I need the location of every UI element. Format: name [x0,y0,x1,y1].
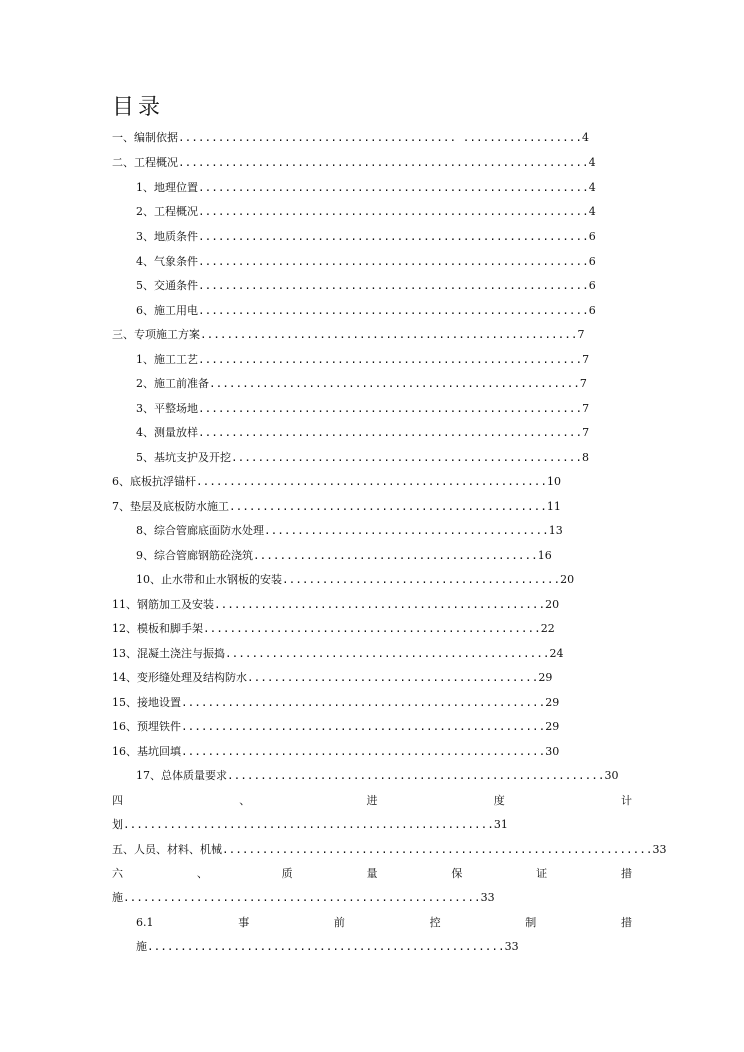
dot-leader: ............................................ [247,671,539,684]
toc-entry-text: 2、施工前准备 [136,377,209,390]
toc-page-number: 33 [504,940,519,953]
toc-entry[interactable] [112,128,636,148]
toc-entry[interactable] [112,595,612,615]
toc-entry-text: 8、综合管廊底面防水处理 [136,524,264,537]
toc-page-number: 30 [604,769,619,782]
toc-entry[interactable] [136,570,636,590]
toc-entry-text: 17、总体质量要求 [136,769,227,782]
toc-entry[interactable] [136,546,632,566]
toc-entry-text: 9、综合管廊钢筋砼浇筑 [136,549,253,562]
toc-page-number: 4 [588,156,596,169]
toc-entry-text: 4、气象条件 [136,255,198,268]
toc-entry-text: 10、止水带和止水钢板的安装 [136,573,282,586]
toc-page-number: 30 [545,745,560,758]
dot-leader: ........................................................... [198,181,589,194]
dot-leader: .......................................................... [198,402,583,415]
toc-entry-justified[interactable] [112,791,632,811]
dot-leader: ........................................... [253,549,538,562]
toc-page-number: 33 [652,843,667,856]
toc-char: 量 [366,867,378,880]
toc-entry[interactable] [136,276,636,296]
toc-char: 四 [112,794,123,807]
dot-leader: ........................................................... [198,230,589,243]
toc-page-number: 6 [588,255,596,268]
dot-leader: ........................................................... [198,205,589,218]
toc-entry[interactable] [136,399,636,419]
toc-page-number: 13 [548,524,563,537]
dot-leader: ........................................... [264,524,549,537]
toc-char: 、 [196,867,208,880]
toc-entry-text: 11、钢筋加工及安装 [112,598,214,611]
toc-entry[interactable] [136,448,636,468]
toc-entry[interactable] [112,619,612,639]
toc-entry-justified[interactable] [112,864,632,884]
dot-leader: ................................................... [203,622,541,635]
dot-leader: ........................................................... [198,279,589,292]
toc-page-number: 4 [588,205,596,218]
toc-entry[interactable] [112,693,612,713]
toc-page-number: 7 [577,328,585,341]
toc-entry-continuation[interactable] [136,937,564,957]
toc-page-number: 33 [480,891,495,904]
toc-page-number: 16 [537,549,552,562]
toc-page-number: 4 [588,181,596,194]
toc-page-number: 4 [581,131,589,144]
toc-entry-text: 12、模板和脚手架 [112,622,203,635]
toc-entry-text: 划 [112,818,123,831]
toc-entry-text: 施 [136,940,147,953]
dot-leader: ................................................ [229,500,547,513]
toc-char: 进 [366,794,378,807]
toc-entry-continuation[interactable] [112,888,564,908]
toc-entry[interactable] [112,742,612,762]
toc-char: 证 [536,867,548,880]
toc-entry[interactable] [136,374,636,394]
toc-entry[interactable] [112,668,612,688]
toc-entry[interactable] [136,252,636,272]
dot-leader: ................................................. [225,647,550,660]
toc-entry-text: 2、工程概况 [136,205,198,218]
toc-entry-text: 6、底板抗浮锚杆 [112,475,196,488]
toc-entry-text: 13、混凝土浇注与振捣 [112,647,225,660]
toc-entry-text: 16、预埋铁件 [112,720,181,733]
dot-leader: ...................................................... [123,891,481,904]
toc-entry-text: 二、工程概况 [112,156,178,169]
toc-char: 度 [493,794,505,807]
toc-page-number: 20 [560,573,575,586]
toc-page-number: 7 [582,402,590,415]
toc-page-number: 20 [545,598,560,611]
toc-char: 措 [620,867,632,880]
dot-leader: ......................................................... [227,769,605,782]
toc-char: 制 [525,916,537,929]
dot-leader: ...................................................... [147,940,505,953]
toc-char: 、 [239,794,251,807]
toc-char: 6.1 [136,916,154,929]
dot-leader: ..................................................... [231,451,582,464]
toc-page-number: 24 [549,647,564,660]
toc-entry[interactable] [112,497,608,517]
toc-entry-text: 15、接地设置 [112,696,181,709]
toc-entry-text: 3、地质条件 [136,230,198,243]
toc-char: 质 [281,867,293,880]
dot-leader: ......................................................... [200,328,578,341]
dot-leader: .......................................................... [198,426,583,439]
toc-page-number: 29 [545,696,560,709]
dot-leader: .......................................... [282,573,561,586]
toc-char: 六 [112,867,123,880]
dot-leader: ....................................................... [181,720,546,733]
toc-page-number: 6 [588,304,596,317]
dot-leader: ........................................................... [198,304,589,317]
toc-page-number: 11 [546,500,561,513]
toc-entry-text: 1、施工工艺 [136,353,198,366]
toc-page-number: 6 [588,230,596,243]
toc-page-number: 7 [582,353,590,366]
dot-leader: ....................................................... [181,745,546,758]
toc-page-number: 22 [540,622,555,635]
toc-entry-text: 1、地理位置 [136,181,198,194]
toc-entry-text: 14、变形缝处理及结构防水 [112,671,247,684]
toc-page-number: 7 [579,377,587,390]
toc-page-number: 10 [547,475,561,488]
toc-entry-text: 5、交通条件 [136,279,198,292]
toc-entry[interactable] [112,472,608,492]
toc-entry[interactable] [136,521,632,541]
toc-page-number: 29 [538,671,553,684]
toc-entry[interactable] [112,717,612,737]
toc-entry-text: 一、编制依据 [112,131,178,144]
toc-entry[interactable] [136,178,636,198]
toc-page-number: 31 [493,818,508,831]
dot-leader: .............................................................. [178,156,589,169]
toc-char: 事 [238,916,250,929]
toc-entry[interactable] [136,301,636,321]
dot-leader: ..................................................... [196,475,547,488]
toc-entry[interactable] [136,202,636,222]
toc-entry[interactable] [136,766,636,786]
toc-char: 措 [620,916,632,929]
dot-leader: ................................................................. [222,843,653,856]
toc-entry-text: 五、人员、材料、机械 [112,843,222,856]
toc-char: 控 [429,916,441,929]
toc-entry-text: 6、施工用电 [136,304,198,317]
toc-entry-text: 4、测量放样 [136,426,198,439]
toc-char: 计 [621,794,632,807]
toc-page-number: 6 [588,279,596,292]
toc-entry-text: 3、平整场地 [136,402,198,415]
toc-entry-continuation[interactable] [112,815,592,835]
dot-leader: .......................................................... [198,353,583,366]
dot-leader: ........................................................ [209,377,580,390]
toc-entry-text: 16、基坑回填 [112,745,181,758]
toc-entry[interactable] [136,227,636,247]
toc-entry[interactable] [112,325,636,345]
toc-char: 前 [333,916,345,929]
dot-leader: ........................................................... [198,255,589,268]
toc-entry[interactable] [112,840,667,860]
toc-entry[interactable] [112,644,612,664]
toc-page-number: 29 [545,720,560,733]
toc-entry[interactable] [136,423,636,443]
toc-entry-text: 7、垫层及底板防水施工 [112,500,229,513]
page-title: 目录 [112,95,165,120]
dot-leader: .................................................. [214,598,546,611]
toc-entry-text: 5、基坑支护及开挖 [136,451,231,464]
toc-entry-justified[interactable] [136,913,632,933]
dot-leader: ....................................................... [181,696,546,709]
toc-char: 保 [451,867,463,880]
toc-page-number: 8 [582,451,589,464]
toc-page-number: 7 [582,426,590,439]
dot-leader: ........................................................ [123,818,494,831]
toc-entry[interactable] [112,153,636,173]
dot-leader: .......................................... .................. [178,131,582,144]
toc-entry-text: 三、专项施工方案 [112,328,200,341]
toc-entry[interactable] [136,350,636,370]
toc-entry-text: 施 [112,891,123,904]
